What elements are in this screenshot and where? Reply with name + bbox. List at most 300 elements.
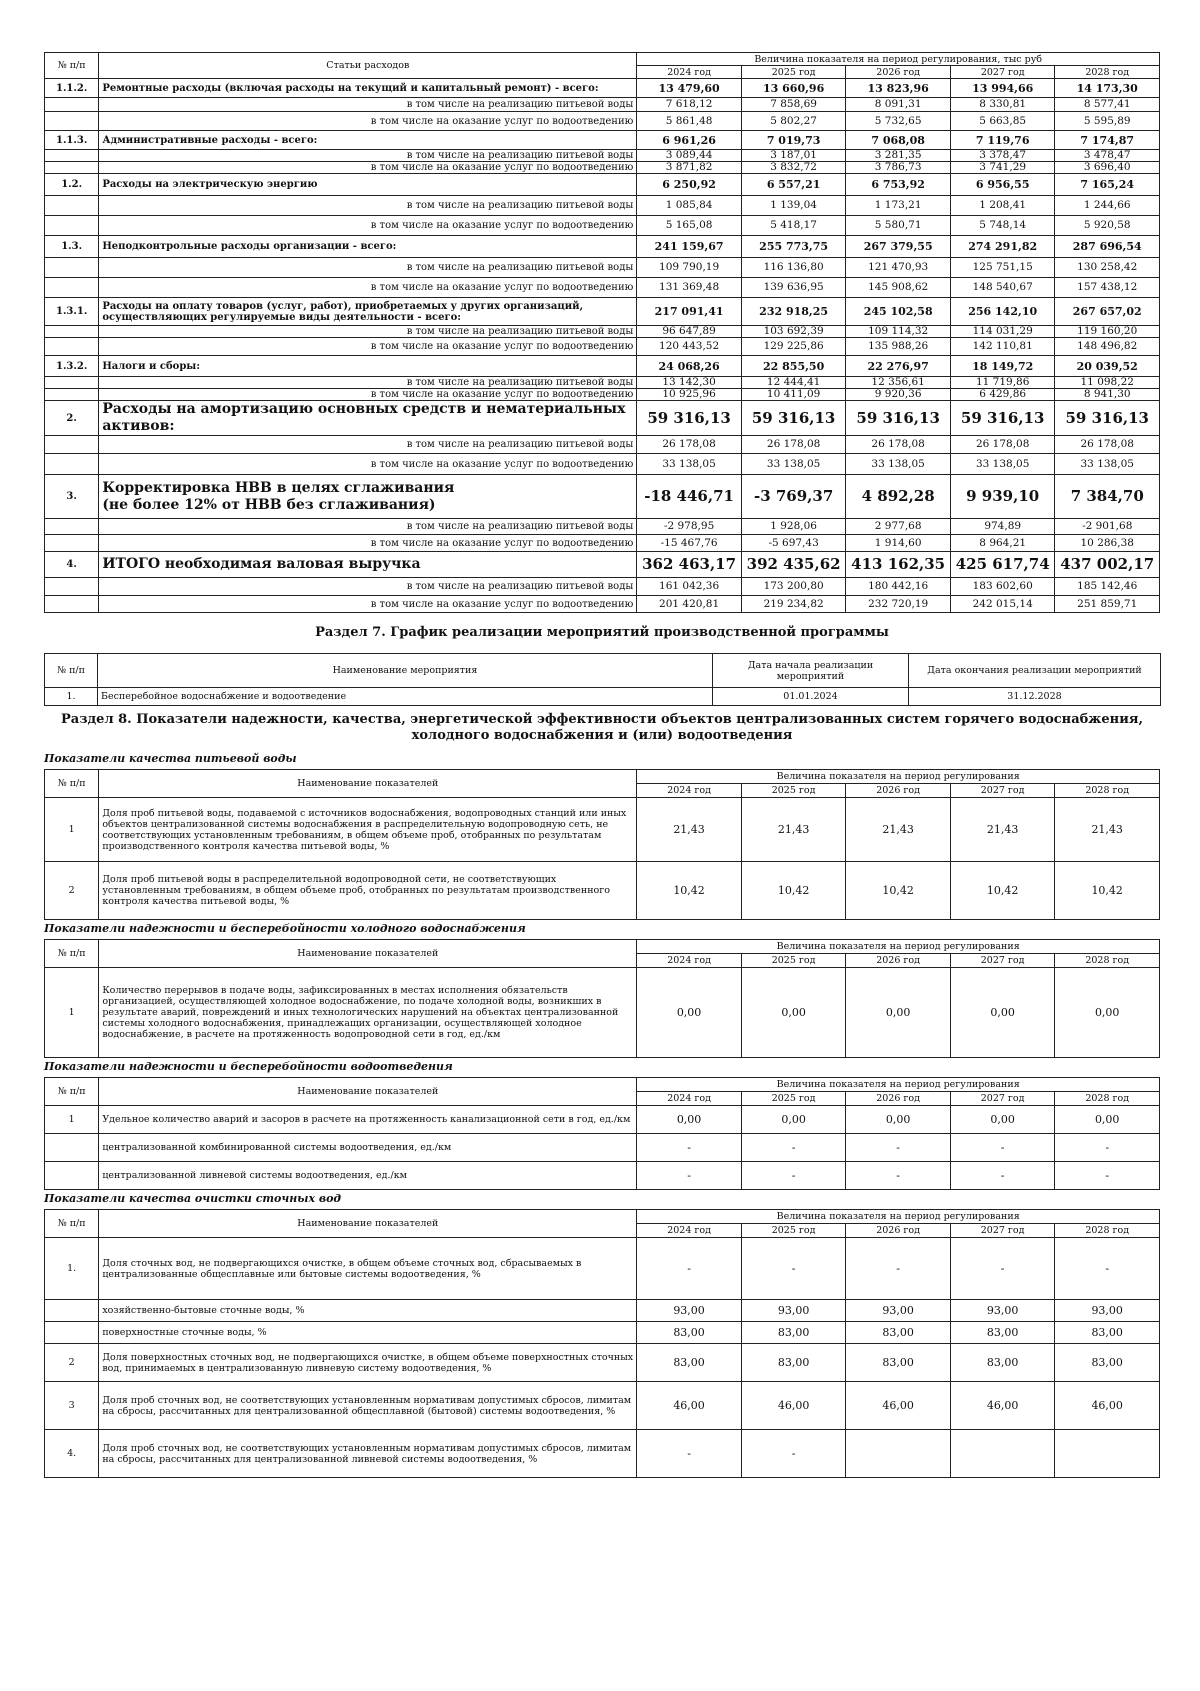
table-row — [45, 1344, 1160, 1382]
row-value: - — [1055, 1162, 1160, 1190]
row-value: 11 719,86 — [950, 377, 1055, 389]
row-value: 83,00 — [950, 1322, 1055, 1344]
row-sub-label: в том числе на оказание услуг по водоотведению — [99, 338, 637, 356]
row-sub-label: в том числе на оказание услуг по водоотведению — [99, 162, 637, 174]
row-number — [45, 1162, 99, 1190]
row-value: 241 159,67 — [637, 236, 742, 258]
row-value: 256 142,10 — [950, 298, 1055, 326]
row-value: 3 696,40 — [1055, 162, 1160, 174]
row-value: -3 769,37 — [741, 475, 846, 519]
row-value: 21,43 — [637, 798, 742, 862]
row-value: - — [741, 1162, 846, 1190]
row-value: 10,42 — [1055, 862, 1160, 920]
row-value: 1 928,06 — [741, 519, 846, 535]
row-value: 242 015,14 — [950, 596, 1055, 613]
row-value: - — [741, 1134, 846, 1162]
row-value: 3 741,29 — [950, 162, 1055, 174]
row-value: 7 119,76 — [950, 131, 1055, 150]
row-value: 1 914,60 — [846, 535, 951, 552]
row-number: 2 — [45, 862, 99, 920]
row-value: 83,00 — [950, 1344, 1055, 1382]
table-row — [45, 216, 1160, 236]
header-year: 2027 год — [950, 784, 1055, 798]
row-value: 93,00 — [1055, 1300, 1160, 1322]
header-name: Наименование показателей — [99, 1210, 637, 1238]
row-value: 119 160,20 — [1055, 326, 1160, 338]
row-value: 9 920,36 — [846, 389, 951, 401]
row-value: 96 647,89 — [637, 326, 742, 338]
table-row — [45, 338, 1160, 356]
row-value: 1 085,84 — [637, 196, 742, 216]
row-value: 157 438,12 — [1055, 278, 1160, 298]
row-value: 21,43 — [741, 798, 846, 862]
row-value: 33 138,05 — [846, 454, 951, 475]
row-value: 8 577,41 — [1055, 98, 1160, 112]
row-value: 10,42 — [950, 862, 1055, 920]
row-sub-label: в том числе на реализацию питьевой воды — [99, 258, 637, 278]
table-row — [45, 131, 1160, 150]
row-number: 1.2. — [45, 174, 99, 196]
header-year: 2027 год — [950, 954, 1055, 968]
block-caption: Показатели качества очистки сточных вод — [44, 1192, 342, 1205]
row-number — [45, 377, 99, 389]
row-value: 3 187,01 — [741, 150, 846, 162]
table-row — [45, 298, 1160, 326]
row-value: - — [637, 1430, 742, 1478]
row-value: 26 178,08 — [741, 436, 846, 454]
row-number: 1.3.1. — [45, 298, 99, 326]
row-number — [45, 98, 99, 112]
row-label: Доля поверхностных сточных вод, не подвергающихся очистке, в общем объеме поверхностных сточных вод, принимаемых в централизованную ливневую систему водоотведения, % — [99, 1344, 637, 1382]
header-year: 2025 год — [741, 784, 846, 798]
row-value: 5 595,89 — [1055, 112, 1160, 131]
row-number: 3 — [45, 1382, 99, 1430]
row-value: 13 660,96 — [741, 79, 846, 98]
row-number — [45, 1322, 99, 1344]
header-year: 2024 год — [637, 66, 742, 79]
row-label: Налоги и сборы: — [99, 356, 637, 377]
table-header-row — [45, 1078, 1160, 1092]
header-year: 2025 год — [741, 954, 846, 968]
row-value: 1 208,41 — [950, 196, 1055, 216]
section7-title: Раздел 7. График реализации мероприятий производственной программы — [315, 625, 889, 640]
row-value: 14 173,30 — [1055, 79, 1160, 98]
row-value: 3 832,72 — [741, 162, 846, 174]
table-header-row — [45, 770, 1160, 784]
row-value: 5 663,85 — [950, 112, 1055, 131]
row-value: 33 138,05 — [950, 454, 1055, 475]
header-year: 2027 год — [950, 1224, 1055, 1238]
row-number: 2. — [45, 401, 99, 436]
row-label: Удельное количество аварий и засоров в расчете на протяженность канализационной сети в год, ед./км — [99, 1106, 637, 1134]
row-sub-label: в том числе на реализацию питьевой воды — [99, 519, 637, 535]
row-value: 10,42 — [846, 862, 951, 920]
row-value: 974,89 — [950, 519, 1055, 535]
row-label: Доля сточных вод, не подвергающихся очистке, в общем объеме сточных вод, сбрасываемых в централизованные общесплавные или бытовые системы водоотведения, % — [99, 1238, 637, 1300]
row-value: 0,00 — [1055, 968, 1160, 1058]
table-row — [45, 578, 1160, 596]
row-value: 5 861,48 — [637, 112, 742, 131]
row-value: 22 855,50 — [741, 356, 846, 377]
header-year: 2028 год — [1055, 66, 1160, 79]
row-value: 0,00 — [741, 1106, 846, 1134]
table-row — [45, 475, 1160, 519]
row-value: 267 657,02 — [1055, 298, 1160, 326]
row-value: 6 956,55 — [950, 174, 1055, 196]
row-value: 7 165,24 — [1055, 174, 1160, 196]
header-item: Статьи расходов — [99, 53, 637, 79]
row-value — [1055, 1430, 1160, 1478]
section8-title-line1: Раздел 8. Показатели надежности, качества, энергетической эффективности объектов централизованных систем горячего водоснабжения, — [61, 712, 1143, 727]
row-value: 59 316,13 — [1055, 401, 1160, 436]
row-value: 20 039,52 — [1055, 356, 1160, 377]
table-row — [45, 98, 1160, 112]
s7-row-start: 01.01.2024 — [713, 688, 909, 706]
row-number — [45, 162, 99, 174]
row-label: Ремонтные расходы (включая расходы на текущий и капитальный ремонт) - всего: — [99, 79, 637, 98]
header-period-group: Величина показателя на период регулирования — [637, 1210, 1160, 1224]
indicators-table — [44, 769, 1160, 920]
row-number: 4. — [45, 552, 99, 578]
row-value: 287 696,54 — [1055, 236, 1160, 258]
schedule-table — [44, 653, 1161, 706]
row-number: 1.1.3. — [45, 131, 99, 150]
row-value: 274 291,82 — [950, 236, 1055, 258]
header-year: 2028 год — [1055, 1092, 1160, 1106]
row-value: 145 908,62 — [846, 278, 951, 298]
table-row — [45, 389, 1160, 401]
table-row — [45, 454, 1160, 475]
row-value: 33 138,05 — [741, 454, 846, 475]
s7-header-start: Дата начала реализации мероприятий — [713, 654, 909, 688]
row-value: 0,00 — [637, 1106, 742, 1134]
indicators-section — [44, 752, 1160, 1478]
row-value: 46,00 — [637, 1382, 742, 1430]
row-number — [45, 216, 99, 236]
row-value: 5 165,08 — [637, 216, 742, 236]
row-number: 3. — [45, 475, 99, 519]
row-label: Доля проб питьевой воды, подаваемой с источников водоснабжения, водопроводных станций или иных объектов централизованной системы водоснабжения в распределительную водопроводную сеть, не соответствующих установленным требованиям, в общем объеме проб, отобранных по результатам производственного контроля качества питьевой воды, % — [99, 798, 637, 862]
row-sub-label: в том числе на оказание услуг по водоотведению — [99, 596, 637, 613]
row-value: 93,00 — [846, 1300, 951, 1322]
row-value: 6 429,86 — [950, 389, 1055, 401]
table-row — [45, 1430, 1160, 1478]
row-value: 251 859,71 — [1055, 596, 1160, 613]
row-number: 1 — [45, 798, 99, 862]
document-page — [44, 52, 1160, 1478]
row-number — [45, 389, 99, 401]
row-value: 392 435,62 — [741, 552, 846, 578]
row-value: 93,00 — [637, 1300, 742, 1322]
row-sub-label: в том числе на оказание услуг по водоотведению — [99, 389, 637, 401]
row-sub-label: в том числе на реализацию питьевой воды — [99, 326, 637, 338]
row-value: 21,43 — [846, 798, 951, 862]
block-caption: Показатели надежности и бесперебойности водоотведения — [44, 1060, 453, 1073]
row-label: Административные расходы - всего: — [99, 131, 637, 150]
row-label: Расходы на амортизацию основных средств и нематериальных активов: — [99, 401, 637, 436]
table-row — [45, 150, 1160, 162]
row-value: 22 276,97 — [846, 356, 951, 377]
row-value — [846, 1430, 951, 1478]
s7-header-num: № п/п — [45, 654, 98, 688]
row-value: 33 138,05 — [1055, 454, 1160, 475]
row-label: Доля проб сточных вод, не соответствующих установленным нормативам допустимых сбросов, лимитам на сбросы, рассчитанных для централизованной общесплавной (бытовой) системы водоотведения, % — [99, 1382, 637, 1430]
row-value: 13 142,30 — [637, 377, 742, 389]
row-value: 59 316,13 — [950, 401, 1055, 436]
table-row — [45, 862, 1160, 920]
row-value: - — [950, 1238, 1055, 1300]
row-number: 1 — [45, 1106, 99, 1134]
block-caption: Показатели надежности и бесперебойности холодного водоснабжения — [44, 922, 526, 935]
row-label: Доля проб питьевой воды в распределительной водопроводной сети, не соответствующих установленным требованиям, в общем объеме проб, отобранных по результатам производственного контроля качества питьевой воды, % — [99, 862, 637, 920]
table-row — [45, 112, 1160, 131]
row-value: 130 258,42 — [1055, 258, 1160, 278]
row-value: 0,00 — [950, 1106, 1055, 1134]
row-value: 0,00 — [637, 968, 742, 1058]
row-value: 26 178,08 — [1055, 436, 1160, 454]
row-label: хозяйственно-бытовые сточные воды, % — [99, 1300, 637, 1322]
row-value: 46,00 — [950, 1382, 1055, 1430]
header-year: 2026 год — [846, 1224, 951, 1238]
row-value — [950, 1430, 1055, 1478]
row-sub-label: в том числе на оказание услуг по водоотведению — [99, 216, 637, 236]
row-value: 148 496,82 — [1055, 338, 1160, 356]
row-value: 148 540,67 — [950, 278, 1055, 298]
row-value: 6 557,21 — [741, 174, 846, 196]
table-header-row — [45, 940, 1160, 954]
table-row — [45, 1106, 1160, 1134]
row-value: - — [741, 1430, 846, 1478]
row-value: 437 002,17 — [1055, 552, 1160, 578]
row-sub-label: в том числе на реализацию питьевой воды — [99, 150, 637, 162]
header-num: № п/п — [45, 53, 99, 79]
row-value: 7 174,87 — [1055, 131, 1160, 150]
row-value: - — [1055, 1238, 1160, 1300]
row-value: 413 162,35 — [846, 552, 951, 578]
row-value: 13 823,96 — [846, 79, 951, 98]
row-value: 362 463,17 — [637, 552, 742, 578]
row-value: 125 751,15 — [950, 258, 1055, 278]
indicators-table — [44, 939, 1160, 1058]
table-row — [45, 278, 1160, 298]
row-value: - — [637, 1134, 742, 1162]
row-value: 245 102,58 — [846, 298, 951, 326]
row-value: - — [846, 1238, 951, 1300]
row-number — [45, 1134, 99, 1162]
row-value: 12 444,41 — [741, 377, 846, 389]
row-value: 103 692,39 — [741, 326, 846, 338]
row-label: централизованной ливневой системы водоотведения, ед./км — [99, 1162, 637, 1190]
row-number — [45, 436, 99, 454]
row-value: 93,00 — [741, 1300, 846, 1322]
row-value: 83,00 — [846, 1322, 951, 1344]
row-value: 217 091,41 — [637, 298, 742, 326]
row-number: 4. — [45, 1430, 99, 1478]
row-label: централизованной комбинированной системы водоотведения, ед./км — [99, 1134, 637, 1162]
row-value: 267 379,55 — [846, 236, 951, 258]
row-number — [45, 535, 99, 552]
row-number — [45, 326, 99, 338]
header-num: № п/п — [45, 1210, 99, 1238]
row-value: - — [637, 1238, 742, 1300]
table-row — [45, 535, 1160, 552]
row-sub-label: в том числе на реализацию питьевой воды — [99, 98, 637, 112]
table-row — [45, 519, 1160, 535]
row-label: Количество перерывов в подаче воды, зафиксированных в местах исполнения обязательств организацией, осуществляющей холодное водоснабжение, по подаче холодной воды, возникших в результате аварий, повреждений и иных технологических нарушений на объектах централизованной системы холодного водоснабжения, принадлежащих организации, осуществляющей холодное водоснабжение, в расчете на протяженность водопроводной сети в год, ед./км — [99, 968, 637, 1058]
row-value: 180 442,16 — [846, 578, 951, 596]
table-row — [45, 236, 1160, 258]
row-value: 7 618,12 — [637, 98, 742, 112]
header-year: 2024 год — [637, 784, 742, 798]
row-number — [45, 519, 99, 535]
row-number: 1. — [45, 1238, 99, 1300]
row-value: 4 892,28 — [846, 475, 951, 519]
table-row — [45, 377, 1160, 389]
row-value: - — [846, 1134, 951, 1162]
row-value: 6 753,92 — [846, 174, 951, 196]
expenses-table — [44, 52, 1160, 613]
header-period-group: Величина показателя на период регулирования, тыс руб — [637, 53, 1160, 66]
table-row — [45, 1300, 1160, 1322]
row-value: 0,00 — [950, 968, 1055, 1058]
row-value: -15 467,76 — [637, 535, 742, 552]
row-value: 83,00 — [637, 1322, 742, 1344]
row-value: 83,00 — [1055, 1344, 1160, 1382]
row-value: 7 068,08 — [846, 131, 951, 150]
table-row — [45, 1322, 1160, 1344]
row-label: Доля проб сточных вод, не соответствующих установленным нормативам допустимых сбросов, лимитам на сбросы, рассчитанных для централизованной ливневой системы водоотведения, % — [99, 1430, 637, 1478]
row-value: 219 234,82 — [741, 596, 846, 613]
row-value: 425 617,74 — [950, 552, 1055, 578]
row-number — [45, 278, 99, 298]
row-value: 26 178,08 — [846, 436, 951, 454]
row-number — [45, 578, 99, 596]
header-name: Наименование показателей — [99, 940, 637, 968]
header-year: 2026 год — [846, 784, 951, 798]
row-value: 10,42 — [637, 862, 742, 920]
row-number — [45, 196, 99, 216]
header-year: 2028 год — [1055, 784, 1160, 798]
block-caption: Показатели качества питьевой воды — [44, 752, 297, 765]
row-value: 5 802,27 — [741, 112, 846, 131]
table-row — [45, 596, 1160, 613]
row-value: 1 244,66 — [1055, 196, 1160, 216]
table-row — [45, 174, 1160, 196]
row-value: 5 920,58 — [1055, 216, 1160, 236]
table-row — [45, 688, 1161, 706]
header-year: 2027 год — [950, 66, 1055, 79]
row-value: 139 636,95 — [741, 278, 846, 298]
row-sub-label: в том числе на реализацию питьевой воды — [99, 436, 637, 454]
row-number — [45, 150, 99, 162]
row-value: - — [950, 1134, 1055, 1162]
header-year: 2027 год — [950, 1092, 1055, 1106]
row-value: - — [1055, 1134, 1160, 1162]
row-value: 21,43 — [950, 798, 1055, 862]
row-value: 0,00 — [846, 1106, 951, 1134]
row-label: Неподконтрольные расходы организации - всего: — [99, 236, 637, 258]
row-value: 135 988,26 — [846, 338, 951, 356]
row-number: 1.3.2. — [45, 356, 99, 377]
header-year: 2028 год — [1055, 1224, 1160, 1238]
header-year: 2028 год — [1055, 954, 1160, 968]
table-row — [45, 401, 1160, 436]
header-year: 2025 год — [741, 1092, 846, 1106]
table-header-row — [45, 1210, 1160, 1224]
row-sub-label: в том числе на реализацию питьевой воды — [99, 578, 637, 596]
row-number — [45, 258, 99, 278]
row-value: 116 136,80 — [741, 258, 846, 278]
header-year: 2024 год — [637, 1224, 742, 1238]
header-num: № п/п — [45, 940, 99, 968]
row-value: 3 281,35 — [846, 150, 951, 162]
row-value: 6 250,92 — [637, 174, 742, 196]
row-value: 26 178,08 — [950, 436, 1055, 454]
row-value: 46,00 — [1055, 1382, 1160, 1430]
row-label: Расходы на оплату товаров (услуг, работ), приобретаемых у других организаций, осуществляющих регулируемые виды деятельности - всего: — [99, 298, 637, 326]
row-value: 46,00 — [741, 1382, 846, 1430]
row-value: 26 178,08 — [637, 436, 742, 454]
row-value: 59 316,13 — [637, 401, 742, 436]
row-value: -2 978,95 — [637, 519, 742, 535]
table-row — [45, 1162, 1160, 1190]
row-number — [45, 596, 99, 613]
row-value: 21,43 — [1055, 798, 1160, 862]
row-value: 120 443,52 — [637, 338, 742, 356]
row-label: ИТОГО необходимая валовая выручка — [99, 552, 637, 578]
s7-header-name: Наименование мероприятия — [98, 654, 713, 688]
s7-row-end: 31.12.2028 — [909, 688, 1161, 706]
header-year: 2024 год — [637, 1092, 742, 1106]
row-value: 201 420,81 — [637, 596, 742, 613]
row-value: 13 479,60 — [637, 79, 742, 98]
row-value: 3 871,82 — [637, 162, 742, 174]
row-sub-label: в том числе на реализацию питьевой воды — [99, 377, 637, 389]
row-value: 7 858,69 — [741, 98, 846, 112]
row-value: -5 697,43 — [741, 535, 846, 552]
indicators-table — [44, 1077, 1160, 1190]
table-row — [45, 1238, 1160, 1300]
row-value: 9 939,10 — [950, 475, 1055, 519]
row-value: 59 316,13 — [741, 401, 846, 436]
row-value: 59 316,13 — [846, 401, 951, 436]
table-row — [45, 436, 1160, 454]
row-number: 1 — [45, 968, 99, 1058]
row-value: - — [741, 1238, 846, 1300]
row-value: -2 901,68 — [1055, 519, 1160, 535]
header-year: 2026 год — [846, 954, 951, 968]
row-number — [45, 338, 99, 356]
row-value: 255 773,75 — [741, 236, 846, 258]
header-year: 2025 год — [741, 66, 846, 79]
row-label: поверхностные сточные воды, % — [99, 1322, 637, 1344]
table-row — [45, 1382, 1160, 1430]
header-year: 2025 год — [741, 1224, 846, 1238]
row-value: 131 369,48 — [637, 278, 742, 298]
row-sub-label: в том числе на реализацию питьевой воды — [99, 196, 637, 216]
table-row — [45, 798, 1160, 862]
row-value: 185 142,46 — [1055, 578, 1160, 596]
table-row — [45, 258, 1160, 278]
section8-title-line2: холодного водоснабжения и (или) водоотведения — [411, 728, 793, 743]
row-value: - — [950, 1162, 1055, 1190]
row-value: 142 110,81 — [950, 338, 1055, 356]
row-value: 46,00 — [846, 1382, 951, 1430]
row-value: 83,00 — [846, 1344, 951, 1382]
row-value: 83,00 — [637, 1344, 742, 1382]
row-value: 8 941,30 — [1055, 389, 1160, 401]
header-num: № п/п — [45, 770, 99, 798]
